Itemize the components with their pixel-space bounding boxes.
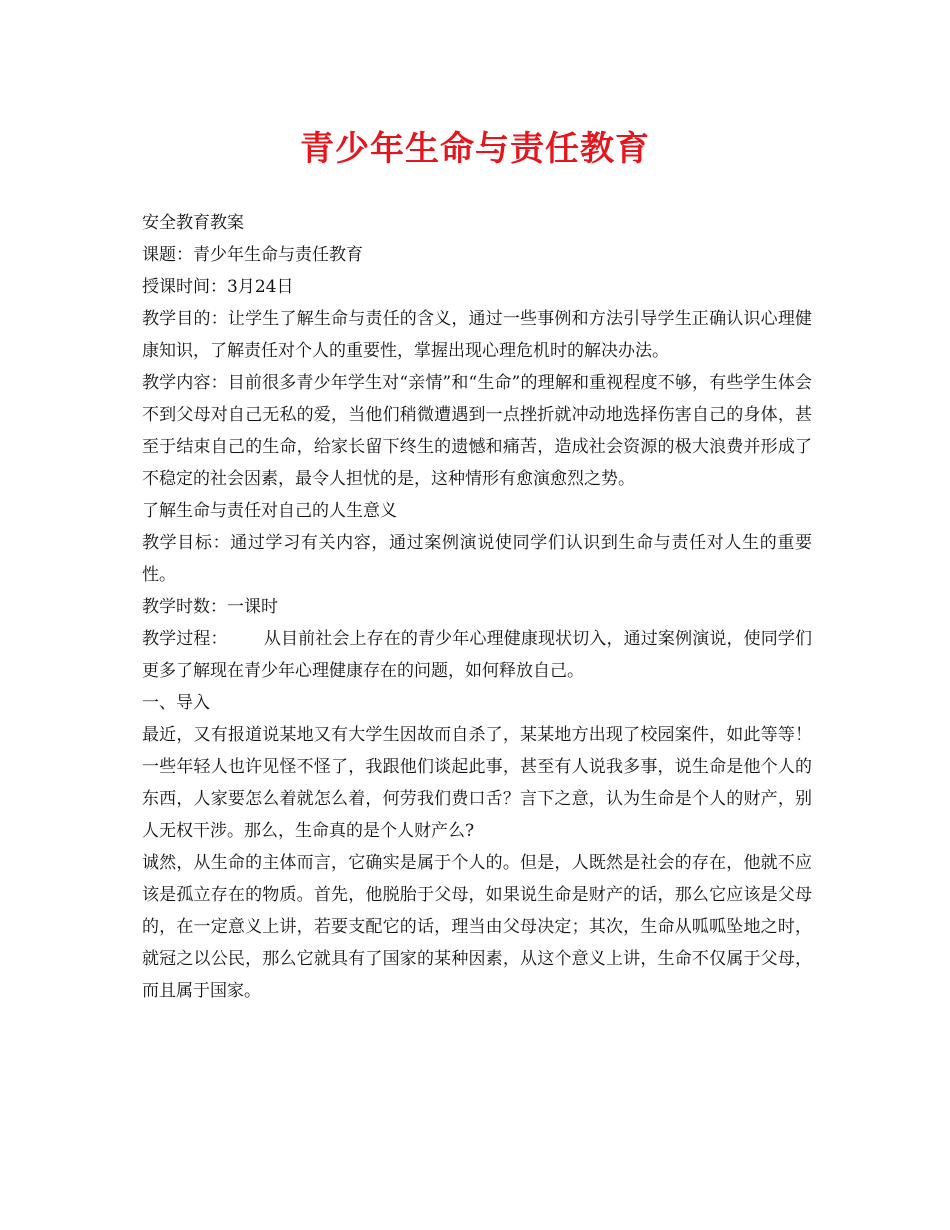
section-heading: 一、导入 [142, 693, 210, 713]
paragraph-meaning: 了解生命与责任对自己的人生意义 [142, 501, 397, 521]
paragraph-purpose: 教学目的：让学生了解生命与责任的含义，通过一些事例和方法引导学生正确认识心理健康知识，了解责任对个人的重要性，掌握出现心理危机时的解决办法。 [142, 309, 812, 361]
paragraph-date: 授课时间：3月24日 [142, 277, 294, 297]
paragraph-course-type: 安全教育教案 [142, 213, 244, 233]
paragraph-goal: 教学目标：通过学习有关内容，通过案例演说使同学们认识到生命与责任对人生的重要性。 [142, 533, 812, 585]
paragraph-hours: 教学时数：一课时 [142, 597, 278, 617]
paragraph-intro-1: 最近，又有报道说某地又有大学生因故而自杀了，某某地方出现了校园案件，如此等等！一些年轻人也许见怪不怪了，我跟他们谈起此事，甚至有人说我多事，说生命是他个人的东西，人家要怎么着就怎么着，何劳我们费口舌？言下之意，认为生命是个人的财产，别人无权干涉。那么，生命真的是个人财产么? [142, 725, 812, 841]
document-body [142, 207, 812, 1007]
paragraph-intro-2: 诚然，从生命的主体而言，它确实是属于个人的。但是，人既然是社会的存在，他就不应该是孤立存在的物质。首先，他脱胎于父母，如果说生命是财产的话，那么它应该是父母的，在一定意义上讲，若要支配它的话，理当由父母决定；其次，生命从呱呱坠地之时，就冠之以公民，那么它就具有了国家的某种因素，从这个意义上讲，生命不仅属于父母，而且属于国家。 [142, 853, 812, 1001]
paragraph-topic: 课题：青少年生命与责任教育 [142, 245, 363, 265]
paragraph-process [142, 623, 812, 687]
paragraph-content: 教学内容：目前很多青少年学生对“亲情”和“生命”的理解和重视程度不够，有些学生体会不到父母对自己无私的爱，当他们稍微遭遇到一点挫折就冲动地选择伤害自己的身体，甚至于结束自己的生命，给家长留下终生的遗憾和痛苦，造成社会资源的极大浪费并形成了不稳定的社会因素，最令人担忧的是，这种情形有愈演愈烈之势。 [142, 373, 812, 489]
process-label: 教学过程： [142, 629, 228, 649]
document-title: 青少年生命与责任教育 [300, 129, 650, 169]
process-text: 从目前社会上存在的青少年心理健康现状切入，通过案例演说，使同学们更多了解现在青少年心理健康存在的问题，如何释放自己。 [142, 629, 813, 681]
